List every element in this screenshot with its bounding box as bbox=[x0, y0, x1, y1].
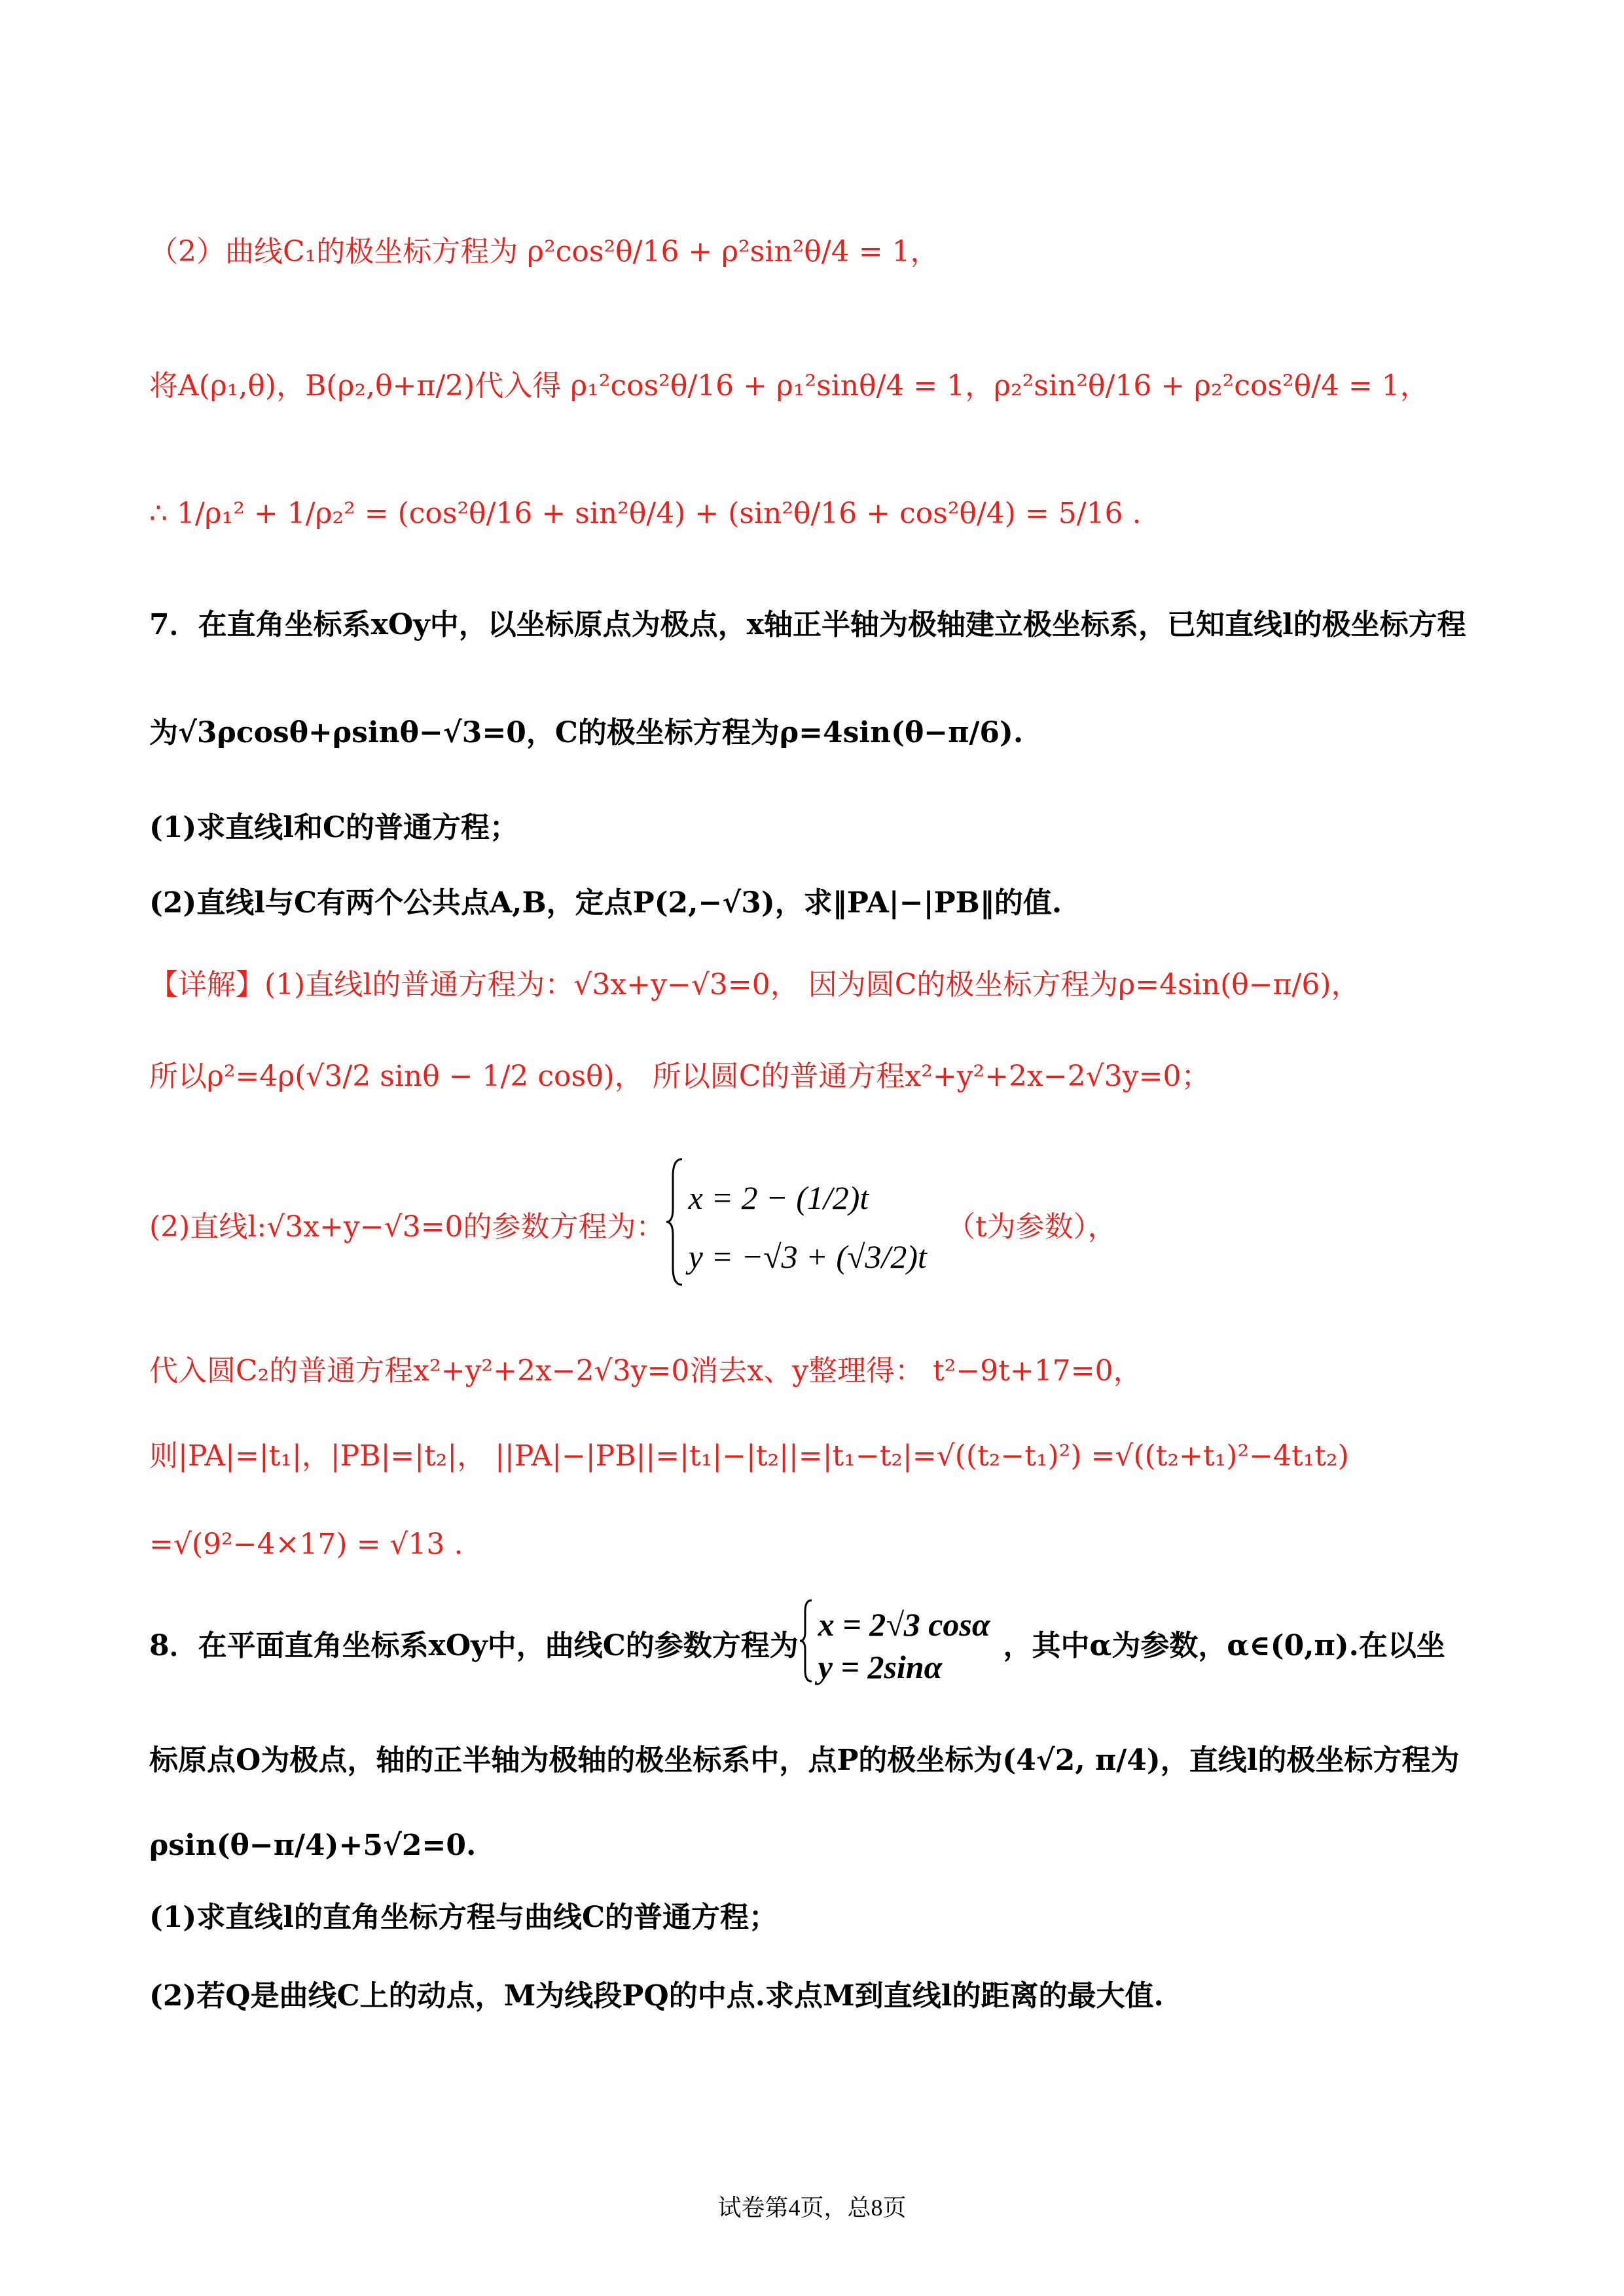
problem-7-question-1: (1)求直线l和C的普通方程； bbox=[149, 811, 518, 844]
solution-part2-line2: 将A(ρ₁,θ)，B(ρ₂,θ+π/2)代入得 ρ₁²cos²θ/16 + ρ₁²sinθ/4 = 1，ρ₂²sin²θ/16 + ρ₂²cos²θ/4 = 1， bbox=[149, 369, 1429, 403]
problem-7-solution-line1 bbox=[149, 965, 1493, 1005]
left-brace-icon bbox=[799, 1598, 814, 1694]
param-eq-x: x = 2 − (1/2)t bbox=[688, 1179, 869, 1216]
problem-8-question-1: (1)求直线l的直角坐标方程与曲线C的普通方程； bbox=[149, 1901, 778, 1934]
problem-7-stem-line2: 为√3ρcosθ+ρsinθ−√3=0，C的极坐标方程为ρ=4sin(θ−π/6). bbox=[149, 716, 1024, 749]
problem-8-stem-line1 bbox=[149, 1597, 1493, 1695]
problem-8-intro: 8．在平面直角坐标系xOy中，曲线C的参数方程为 bbox=[149, 1629, 799, 1662]
param-eq-y: y = −√3 + (√3/2)t bbox=[688, 1238, 927, 1275]
page-footer: 试卷第4页，总8页 bbox=[717, 2195, 907, 2221]
curve-eq-x: x = 2√3 cosα bbox=[818, 1606, 990, 1643]
problem-7-question-2: (2)直线l与C有两个公共点A,B，定点P(2,−√3)，求‖PA|−|PB‖的值. bbox=[149, 886, 1062, 920]
solution-text: (1)直线l的普通方程为：√3x+y−√3=0， 因为圆C的极坐标方程为ρ=4sin(θ−π/6)， bbox=[264, 968, 1360, 1001]
problem-8-stem-line3: ρsin(θ−π/4)+5√2=0. bbox=[149, 1829, 477, 1862]
problem-8-intro-end: ，其中α为参数，α∈(0,π).在以坐 bbox=[1003, 1629, 1445, 1662]
param-intro: (2)直线l:√3x+y−√3=0的参数方程为： bbox=[149, 1210, 665, 1244]
solution-part2-line1: （2）曲线C₁的极坐标方程为 ρ²cos²θ/16 + ρ²sin²θ/4 = 1， bbox=[149, 235, 939, 268]
param-system bbox=[689, 1168, 927, 1286]
left-brace-icon bbox=[665, 1157, 685, 1298]
problem-7-solution-line5: 则|PA|=|t₁|，|PB|=|t₂|， ||PA|−|PB||=|t₁|−|t₂||=|t₁−t₂|=√((t₂−t₁)²) =√((t₂+t₁)²−4t₁t₂) bbox=[149, 1439, 1349, 1473]
curve-eq-y: y = 2sinα bbox=[818, 1649, 943, 1685]
problem-7-solution-line6: =√(9²−4×17) = √13 . bbox=[149, 1528, 463, 1561]
solution-part2-line3: ∴ 1/ρ₁² + 1/ρ₂² = (cos²θ/16 + sin²θ/4) + (sin²θ/16 + cos²θ/4) = 5/16 . bbox=[149, 497, 1142, 530]
problem-8-question-2: (2)若Q是曲线C上的动点，M为线段PQ的中点.求点M到直线l的距离的最大值. bbox=[149, 1979, 1164, 2013]
problem-7-solution-line3 bbox=[149, 1158, 1493, 1296]
problem-7-solution-line2: 所以ρ²=4ρ(√3/2 sinθ − 1/2 cosθ)， 所以圆C的普通方程x²+y²+2x−2√3y=0； bbox=[149, 1060, 1210, 1093]
problem-7-solution-line4: 代入圆C₂的普通方程x²+y²+2x−2√3y=0消去x、y整理得： t²−9t+17=0， bbox=[149, 1354, 1142, 1388]
detail-tag: 【详解】 bbox=[149, 968, 264, 1001]
problem-7-stem-line1: 7．在直角坐标系xOy中，以坐标原点为极点，x轴正半轴为极轴建立极坐标系，已知直线l的极坐标方程 bbox=[149, 608, 1466, 641]
curve-param-system bbox=[818, 1604, 990, 1689]
param-note: （t为参数）， bbox=[946, 1210, 1117, 1244]
problem-8-stem-line2: 标原点O为极点，轴的正半轴为极轴的极坐标系中，点P的极坐标为(4√2, π/4)，直线l的极坐标方程为 bbox=[149, 1744, 1460, 1777]
